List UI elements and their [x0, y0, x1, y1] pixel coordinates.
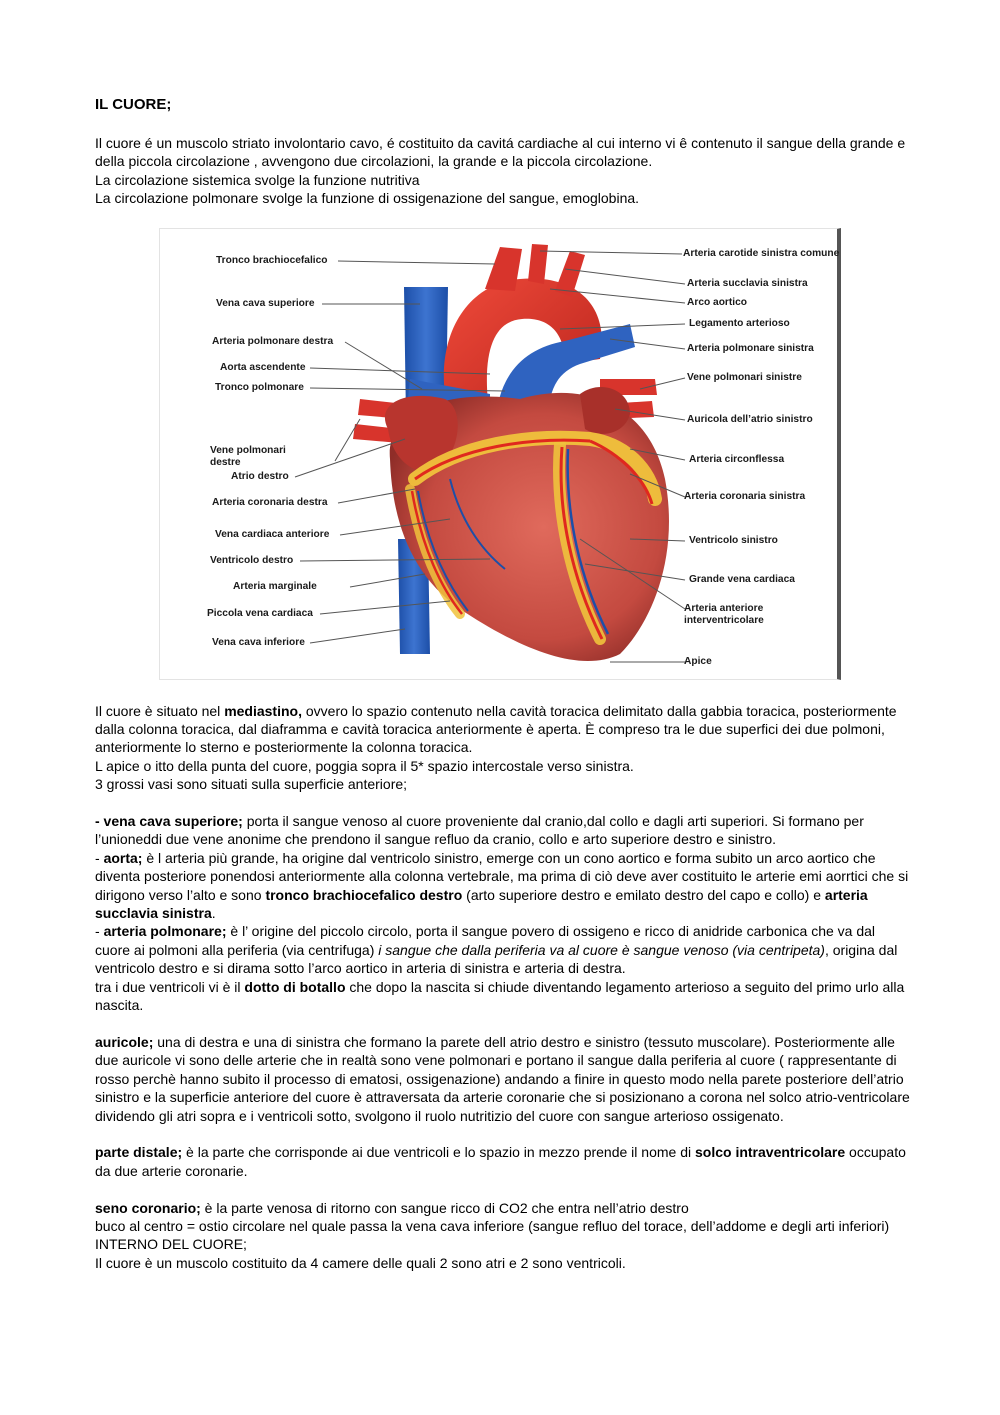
- label-arteria-coronaria-destra: Arteria coronaria destra: [212, 496, 328, 508]
- intro-paragraph: Il cuore é un muscolo striato involontario cavo, é costituito da cavitá cardiache al cui interno vi ê contenuto il sangue della grande e della piccola circolazione , avvengono due circolazioni, la grande e la piccola circolazione.: [95, 135, 906, 170]
- paragraph-mediastino: Il cuore è situato nel mediastino, ovvero lo spazio contenuto nella cavità toracica delimitato dalla gabbia toracica, posteriormente dalla colonna toracica, dal diaframma e cavità toracica anteriormente è aperta. È compreso tra le due superfici dei due polmoni, anteriormente lo sterno e posteriormente la colonna toracica.: [95, 702, 897, 756]
- document-page: [95, 96, 910, 1272]
- label-arteria-succlavia-sinistra: Arteria succlavia sinistra: [687, 277, 808, 289]
- paragraph-arteria-polmonare: - arteria polmonare; è l’ origine del piccolo circolo, porta il sangue povero di ossigeno e ricco di anidride carbonica che va dal cuore ai polmoni alla periferia (via centrifuga) i sangue che dalla periferia va al cuore è sangue venoso (via centripeta), origina dal ventricolo destro e si dirama sotto l’arco aortico in arteria di sinistra e arteria di destra.: [95, 923, 898, 977]
- paragraph-seno-coronario: seno coronario; è la parte venosa di ritorno con sangue ricco di CO2 che entra nell’atrio destro: [95, 1199, 689, 1216]
- paragraph-aorta: - aorta; è l arteria più grande, ha origine dal ventricolo sinistro, emerge con un cono aortico e forma subito un arco aortico che diventa posteriore ponendosi anteriormente alla colonna vertebrale, ma prima di ciò deve aver costituito le arterie emi aorrtici che si dirigono verso l’alto e sono tronco brachiocefalico destro (arto superiore destro e emilato destro del capo e collo) e arteria succlavia sinistra.: [95, 849, 909, 922]
- label-atrio-destro: Atrio destro: [231, 470, 289, 482]
- page-title: IL CUORE;: [95, 96, 172, 113]
- label-arteria-circonflessa: Arteria circonflessa: [689, 453, 785, 465]
- intro-line-pulmonary: La circolazione polmonare svolge la funzione di ossigenazione del sangue, emoglobina.: [95, 190, 640, 207]
- label-vene-polmonari-sinistre: Vene polmonari sinistre: [687, 371, 802, 383]
- label-piccola-vena-cardiaca: Piccola vena cardiaca: [207, 607, 313, 619]
- label-arteria-carotide-sinistra-comune: Arteria carotide sinistra comune: [683, 247, 840, 259]
- label-arteria-polmonare-sinistra: Arteria polmonare sinistra: [687, 342, 814, 354]
- label-vena-cava-superiore: Vena cava superiore: [216, 297, 315, 309]
- heart-anatomy-figure: [159, 228, 841, 680]
- intro-line-systemic: La circolazione sistemica svolge la funzione nutritiva: [95, 171, 420, 188]
- label-grande-vena-cardiaca: Grande vena cardiaca: [689, 573, 795, 585]
- label-arteria-anteriore-interventricolare: Arteria anteriore interventricolare: [684, 602, 764, 626]
- label-aorta-ascendente: Aorta ascendente: [220, 361, 306, 373]
- label-ventricolo-sinistro: Ventricolo sinistro: [689, 534, 778, 546]
- line-grossi-vasi: 3 grossi vasi sono situati sulla superficie anteriore;: [95, 776, 408, 793]
- paragraph-dotto-botallo: tra i due ventricoli vi è il dotto di botallo che dopo la nascita si chiude diventando legamento arterioso a seguito del primo urlo alla nascita.: [95, 978, 905, 1014]
- label-vena-cardiaca-anteriore: Vena cardiaca anteriore: [215, 528, 330, 540]
- label-vene-polmonari-destre: Vene polmonari destre: [210, 444, 286, 468]
- line-quattro-camere: Il cuore è un muscolo costituito da 4 camere delle quali 2 sono atri e 2 sono ventricoli.: [95, 1254, 626, 1271]
- label-auricola-atrio-sinistro: Auricola dell’atrio sinistro: [687, 413, 813, 425]
- line-buco-centro: buco al centro = ostio circolare nel quale passa la vena cava inferiore (sangue refluo del torace, dell’addome e degli arti inferiori): [95, 1217, 890, 1234]
- label-arco-aortico: Arco aortico: [687, 296, 748, 308]
- paragraph-auricole: auricole; una di destra e una di sinistra che formano la parete dell atrio destro e sinistro (tessuto muscolare). Posteriormente alle due auricole vi sono delle arterie che in realtà sono vene polmonari e portano il sangue dalla periferia al cuore ( rappresentante di rosso perchè hanno subito il processo di ematosi, ossigenazione) andando a finire in questo modo nella parete posteriore dell’atrio sinistro e la superficie anteriore del cuore è attraversata da arterie coronarie che si posizionano a corona nel solco atrio-ventricolare dividendo gli atri sopra e i ventricoli sotto, svolgono il ruolo nutritizio del cuore con sangue arterioso ossigenato.: [95, 1033, 910, 1124]
- label-vena-cava-inferiore: Vena cava inferiore: [212, 636, 305, 648]
- label-arteria-marginale: Arteria marginale: [233, 580, 317, 592]
- label-arteria-polmonare-destra: Arteria polmonare destra: [212, 335, 334, 347]
- left-carotid-shape: [528, 244, 548, 284]
- label-tronco-brachiocefalico: Tronco brachiocefalico: [216, 254, 328, 266]
- paragraph-parte-distale: parte distale; è la parte che corrisponde ai due ventricoli e lo spazio in mezzo prende il nome di solco intraventricolare occupato da due arterie coronarie.: [95, 1144, 906, 1179]
- label-tronco-polmonare: Tronco polmonare: [215, 381, 304, 393]
- label-apice: Apice: [684, 655, 712, 667]
- heading-interno-cuore: INTERNO DEL CUORE;: [95, 1236, 247, 1253]
- label-ventricolo-destro: Ventricolo destro: [210, 554, 294, 566]
- line-apice: L apice o itto della punta del cuore, poggia sopra il 5* spazio intercostale verso sinistra.: [95, 757, 634, 774]
- body-text: [95, 702, 910, 1273]
- label-legamento-arterioso: Legamento arterioso: [689, 317, 790, 329]
- label-arteria-coronaria-sinistra: Arteria coronaria sinistra: [684, 490, 806, 502]
- paragraph-vena-cava: - vena cava superiore; porta il sangue venoso al cuore proveniente dal cranio,dal collo e dagli arti superiori. Si formano per l’unioneddi due vene anonime che prendono il sangue refluo da cranio, collo e arto superiore destro e sinistro.: [95, 813, 864, 848]
